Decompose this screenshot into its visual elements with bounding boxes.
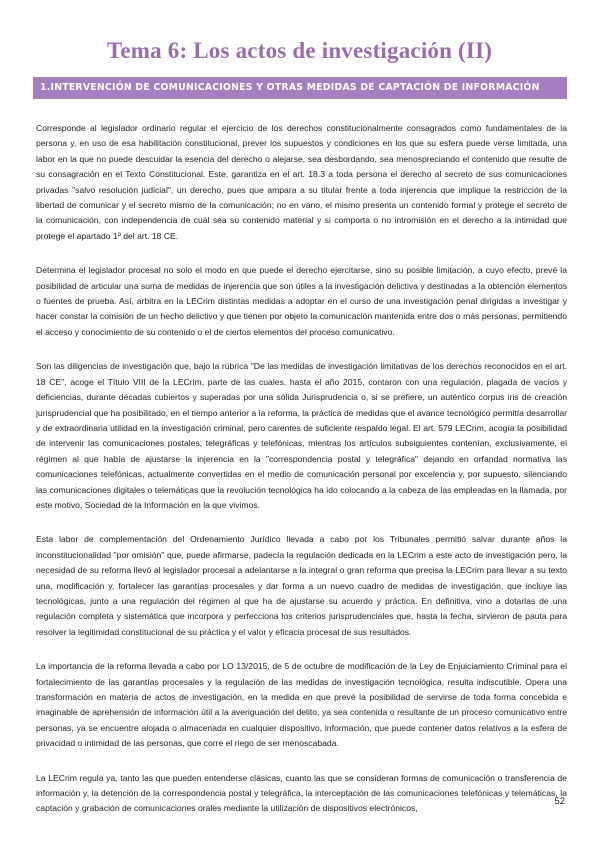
paragraph: La importancia de la reforma llevada a cabo por LO 13/2015, de 5 de octubre de modificación de la Ley de Enjuiciamiento Criminal para el fortalecimiento de las garantías procesales y la regulación de las medidas de investigación tecnológica, resulta indiscutible. Opera una transformación en materia de actos de investigación, en la medida en que prevé la posibilidad de servirse de toda forma concebida e imaginable de aprehensión de información útil a la averiguación del delito, ya sea contenida o resultante de un proceso comunicativo entre personas, ya se encuentre alojada o almacenada en cualquier dispositivo, información, que puede contener datos relativos a la esfera de privacidad o intimidad de las personas, que corre el riego de ser menoscabada. <box>36 661 567 749</box>
paragraph: Son las diligencias de investigación que, bajo la rúbrica "De las medidas de investigación limitativas de los derechos reconocidos en el art. 18 CE", acoge el Título VIII de la LECrim, parte de las cuales, hasta el año 2015, contaron con una regulación, plagada de vacíos y deficiencias, durante décadas cubiertos y superadas por una sólida Jurisprudencia o, si se prefiere, un auténtico corpus iris de creación jurisprudencial que ha posibilitado, en el tiempo anterior a la reforma, la práctica de medidas que el avance tecnológico permitía desarrollar y de extraordinaria utilidad en la investigación criminal, pero carentes de suficiente respaldo legal. El art. 579 LECrim, acogía la posibilidad de intervenir las comunicaciones postales, telegráficas y telefónicas, mientras los artículos subsiguientes contenían, exclusivamente, el régimen al que había de ajustarse la injerencia en la "correspondencia postal y telegráfica" dejando en orfandad normativa las comunicaciones telefónicas, actualmente convertidas en el medio de comunicación personal por excelencia y, por supuesto, silenciando las comunicaciones digitales o telemáticas que la revolución tecnológica ha ido colocando a la cabeza de las empleadas en la llamada, por este motivo, Sociedad de la Información en la que vivimos. <box>36 361 567 510</box>
page-number: 52 <box>554 796 565 807</box>
paragraph: La LECrim regula ya, tanto las que pueden entenderse clásicas, cuanto las que se consideran formas de comunicación o transferencia de información y, la detención de la correspondencia postal y telegráfica, la interceptación de las comunicaciones telefónicas y telemáticas, la captación y grabación de comunicaciones orales mediante la utilización de dispositivos electrónicos, <box>36 772 567 814</box>
paragraph: Esta labor de complementación del Ordenamiento Jurídico llevada a cabo por los Tribunales permitió salvar durante años la inconstitucionalidad "por omisión" que, puede afirmarse, padecía la regulación dedicada en la LECrim a este acto de investigación pero, la necesidad de su reforma llevó al legislador procesal a adelantarse a la integral o gran reforma que precisa la LECrim para llevar a su texto una, modificación y, fortalecer las garantías procesales y dar forma a un nuevo cuadro de medidas de investigación, que incluye las tecnológicas, junto a una regulación del régimen al que ha de ajustarse su acuerdo y práctica. En definitiva, vino a dotarlas de una regulación completa y sistemática que incorpora y perfecciona los criterios jurisprudenciales que, hasta la fecha, sirvieron de pauta para resolver la legitimidad constitucional de su práctica y el valor y eficacia procesal de sus resultados. <box>36 534 567 637</box>
body-text <box>36 121 567 836</box>
section-heading: 1.INTERVENCIÓN DE COMUNICACIONES Y OTRAS MEDIDAS DE CAPTACIÓN DE INFORMACIÓN <box>33 77 567 99</box>
page-title: Tema 6: Los actos de investigación (II) <box>106 38 493 63</box>
paragraph: Determina el legislador procesal no solo el modo en que puede el derecho ejercitarse, sino su posible limitación, a cuyo efecto, prevé la posibilidad de articular una suma de medidas de injerencia que son útiles a la investigación delictiva y destinadas a la obtención elementos o fuentes de prueba. Así, arbitra en la LECrim distintas medidas a adoptar en el curso de una investigación penal dirigidas a investigar y hacer constar la comisión de un hecho delictivo y que tienen por objeto la comunicación mantenida entre dos o más personas, permitiendo el acceso y conocimiento de su contenido o el de ciertos elementos del proceso comunicativo. <box>36 265 567 337</box>
paragraph: Corresponde al legislador ordinario regular el ejercicio de los derechos constitucionalmente consagrados como fundamentales de la persona y, en uso de esa habilitación constitucional, prever los supuestos y condiciones en los que su esfera puede verse limitada, una labor en la que no puede descuidar la esencia del derecho o alejarse, sea desbordando, sea menospreciando el contenido que resulte de su consagración en el Texto Constitucional. Este, garantiza en el art. 18.3 a toda persona el derecho al secreto de sus comunicaciones privadas "salvo resolución judicial", un derecho, pues que ampara a su titular frente a toda injerencia que implique la restricción de la libertad de comunicar y el secreto mismo de la comunicación; no en vano, el mismo presenta un contenido formal y protege el secreto de la comunicación, con independencia de cuál sea su contenido material y si comporta o no intromisión en el derecho a la intimidad que protege el apartado 1º del art. 18 CE. <box>36 123 567 241</box>
